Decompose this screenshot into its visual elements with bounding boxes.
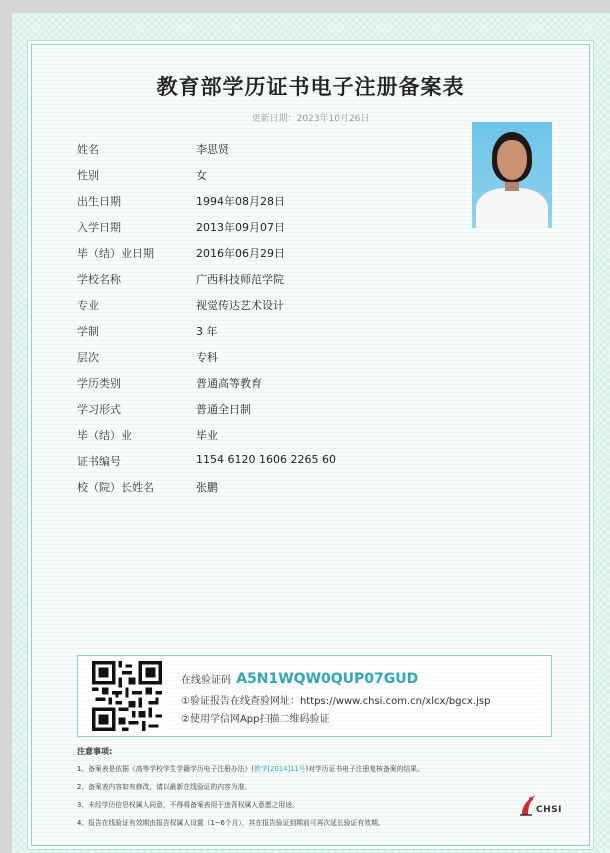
field-label: 校（院）长姓名 xyxy=(77,481,154,494)
field-label: 性别 xyxy=(77,169,99,182)
update-date: 更新日期：2023年10月26日 xyxy=(251,114,370,124)
field-row-level xyxy=(77,349,437,369)
field-row-major xyxy=(77,297,437,317)
field-value: 2016年06月29日 xyxy=(196,247,285,260)
field-row-enroll-date xyxy=(77,219,437,239)
field-label: 姓名 xyxy=(77,143,99,156)
field-row-study-form xyxy=(77,401,437,421)
field-row-completion xyxy=(77,427,437,447)
verification-app-text: ②使用学信网App扫描二维码验证 xyxy=(181,714,330,725)
field-row-education-type xyxy=(77,375,437,395)
qr-code-icon[interactable] xyxy=(92,661,162,731)
note-4: 4、报告在线验证有效期由报告权属人设置（1~6个月），其在报告验证到期前可再次延长验证有效期。 xyxy=(77,819,385,827)
field-value: 李思贤 xyxy=(196,143,229,156)
verification-panel xyxy=(77,655,552,737)
document-sheet xyxy=(12,13,610,853)
field-row-duration xyxy=(77,323,437,343)
field-value: 2013年09月07日 xyxy=(196,221,285,234)
field-label: 证书编号 xyxy=(77,455,121,468)
note-1-suffix: )对学历证书电子注册复核备案的结果。 xyxy=(305,765,424,773)
field-row-gender xyxy=(77,167,437,187)
field-row-president xyxy=(77,479,437,499)
field-label: 毕（结）业日期 xyxy=(77,247,154,260)
field-value: 普通高等教育 xyxy=(196,377,262,390)
field-row-birth-date xyxy=(77,193,437,213)
document-title: 教育部学历证书电子注册备案表 xyxy=(156,75,465,99)
notes-heading: 注意事项: xyxy=(77,747,113,756)
regulation-link[interactable]: 教学[2014]11号 xyxy=(253,765,306,773)
field-value: 1154 6120 1606 2265 60 xyxy=(196,453,336,466)
field-row-name xyxy=(77,141,437,161)
note-1 xyxy=(77,763,557,773)
field-value: 张鹏 xyxy=(196,481,218,494)
field-label: 学习形式 xyxy=(77,403,121,416)
document-body xyxy=(31,44,590,846)
field-label: 学制 xyxy=(77,325,99,338)
field-value: 视觉传达艺术设计 xyxy=(196,299,284,312)
field-label: 毕（结）业 xyxy=(77,429,132,442)
note-3: 3、未经学历信息权属人同意，不得将备案表用于违背权属人意愿之用途。 xyxy=(77,801,299,809)
field-label: 学历类别 xyxy=(77,377,121,390)
notes-section xyxy=(77,746,557,835)
field-value: 广西科技师范学院 xyxy=(196,273,284,286)
field-label: 层次 xyxy=(77,351,99,364)
field-label: 专业 xyxy=(77,299,99,312)
chsi-logo-text: CHSI xyxy=(536,805,562,815)
field-value: 1994年08月28日 xyxy=(196,195,285,208)
verification-code-line xyxy=(181,671,418,687)
field-row-graduation-date xyxy=(77,245,437,265)
verification-code-label: 在线验证码 xyxy=(181,675,231,686)
field-label: 出生日期 xyxy=(77,195,121,208)
verification-code[interactable]: A5N1WQW0QUP07GUD xyxy=(236,671,419,687)
field-row-school xyxy=(77,271,437,291)
field-value: 3 年 xyxy=(196,325,218,338)
field-value: 普通全日制 xyxy=(196,403,251,416)
field-value: 女 xyxy=(196,169,207,182)
chsi-logo xyxy=(518,793,568,819)
field-value: 毕业 xyxy=(196,429,218,442)
note-1-prefix: 1、备案表是依据《高等学校学生学籍学历电子注册办法》( xyxy=(77,765,254,773)
note-2: 2、备案表内容如有修改，请以最新在线验证的内容为准。 xyxy=(77,783,252,791)
verification-url-text[interactable]: ①验证报告在线查验网址：https://www.chsi.com.cn/xlcx/bgcx.jsp xyxy=(181,696,491,707)
id-photo xyxy=(472,122,552,228)
field-value: 专科 xyxy=(196,351,218,364)
field-row-certificate-number xyxy=(77,453,437,473)
field-label: 学校名称 xyxy=(77,273,121,286)
chsi-logo-icon xyxy=(518,793,538,817)
field-label: 入学日期 xyxy=(77,221,121,234)
